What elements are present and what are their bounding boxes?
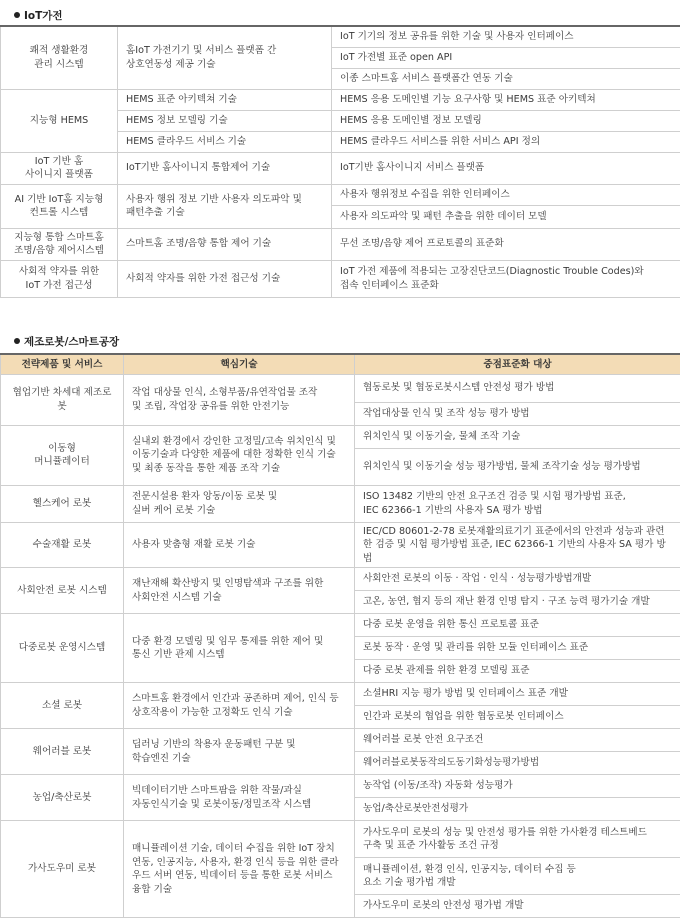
core-tech-cell: 작업 대상물 인식, 소형부품/유연작업물 조작 및 조립, 작업장 공유를 위한 안전기능: [124, 374, 355, 425]
core-tech-cell: 사용자 행위 정보 기반 사용자 의도파악 및 패턴추출 기술: [118, 184, 332, 228]
table-row: [1, 425, 680, 448]
standard-cell: 협동로봇 및 협동로봇시스템 안전성 평가 방법: [355, 374, 680, 402]
core-tech-cell: 전문시설용 환자 앙동/이동 로봇 및 실버 케어 로봇 기술: [124, 485, 355, 522]
category-cell: 농업/축산로봇: [1, 775, 124, 821]
core-tech-cell: 홈IoT 가전기기 및 서비스 플랫폼 간 상호연동성 제공 기술: [118, 26, 332, 89]
category-cell: 다중로봇 운영시스템: [1, 614, 124, 683]
category-cell: 헬스케어 로봇: [1, 485, 124, 522]
core-tech-cell: HEMS 표준 아키텍쳐 기술: [118, 89, 332, 110]
category-cell: 지능형 HEMS: [1, 89, 118, 152]
section-title-robot: 제조로봇/스마트공장: [14, 334, 119, 349]
header-core-tech: 핵심기술: [124, 354, 355, 374]
standard-cell: 소셜HRI 지능 평가 방법 및 인터페이스 표준 개발: [355, 683, 680, 706]
table-row: [1, 26, 680, 47]
standard-cell: ISO 13482 기반의 안전 요구조건 검증 및 시험 평가방법 표준, IEC 62366-1 기반의 사용자 SA 평가 방법: [355, 485, 680, 522]
standard-cell: 가사도우미 로봇의 안전성 평가법 개발: [355, 895, 680, 918]
standard-cell: IEC/CD 80601-2-78 로봇재활의료기기 표준에서의 안전과 성능과 관련 한 검증 및 시험 평가방법 표준, IEC 62366-1 기반의 사용자 SA 평가 방법: [355, 522, 680, 568]
table-row: [1, 683, 680, 706]
header-strategic-product: 전략제품 및 서비스: [1, 354, 124, 374]
standard-cell: 무선 조명/음향 제어 프로토콜의 표준화: [332, 228, 680, 260]
standard-cell: 다중 로봇 운영을 위한 통신 프로토콜 표준: [355, 614, 680, 637]
category-cell: 소셜 로봇: [1, 683, 124, 729]
table-row: [1, 522, 680, 568]
core-tech-cell: 실내외 환경에서 강인한 고정밀/고속 위치인식 및 이동기술과 다양한 제품에 대한 정확한 인식 기술 및 최종 동작을 통한 제품 조작 기술: [124, 425, 355, 485]
standard-cell: 인간과 로봇의 협업을 위한 협동로봇 인터페이스: [355, 706, 680, 729]
core-tech-cell: 사회적 약자를 위한 가전 접근성 기술: [118, 260, 332, 297]
standard-cell: HEMS 응용 도메인별 기능 요구사항 및 HEMS 표준 아키텍쳐: [332, 89, 680, 110]
table-row: [1, 152, 680, 184]
standard-cell: 위치인식 및 이동기술, 물체 조작 기술: [355, 425, 680, 448]
core-tech-cell: 딥러닝 기반의 착용자 운동패턴 구분 및 학습엔진 기술: [124, 729, 355, 775]
category-cell: 쾌적 생활환경 관리 시스템: [1, 26, 118, 89]
standard-cell: 고온, 농연, 협지 등의 재난 환경 인명 탐지 · 구조 능력 평가기술 개발: [355, 591, 680, 614]
core-tech-cell: HEMS 정보 모델링 기술: [118, 110, 332, 131]
standard-cell: 사용자 행위정보 수집을 위한 인터페이스: [332, 184, 680, 205]
core-tech-cell: 사용자 맞춤형 재활 로봇 기술: [124, 522, 355, 568]
category-cell: IoT 기반 홈 사이니지 플랫폼: [1, 152, 118, 184]
standard-cell: 농작업 (이동/조작) 자동화 성능평가: [355, 775, 680, 798]
category-cell: 이동형 머니퓰레이터: [1, 425, 124, 485]
standard-cell: 사용자 의도파악 및 패턴 추출을 위한 데이터 모델: [332, 205, 680, 228]
robot-factory-table: [0, 353, 680, 918]
core-tech-cell: IoT기반 홈사이니지 통합제어 기술: [118, 152, 332, 184]
table-row: [1, 821, 680, 858]
section-title-iot: IoT가전: [14, 8, 63, 23]
standard-cell: HEMS 응용 도메인별 정보 모델링: [332, 110, 680, 131]
standard-cell: IoT 기기의 정보 공유를 위한 기술 및 사용자 인터페이스: [332, 26, 680, 47]
table-row: [1, 260, 680, 297]
core-tech-cell: 재난재해 확산방지 및 인명탐색과 구조를 위한 사회안전 시스템 기술: [124, 568, 355, 614]
table-row: [1, 729, 680, 752]
table-row: [1, 184, 680, 205]
table-row: [1, 614, 680, 637]
category-cell: AI 기반 IoT홈 지능형 컨트롤 시스템: [1, 184, 118, 228]
bullet-icon: [14, 338, 20, 344]
standard-cell: IoT 가전별 표준 open API: [332, 47, 680, 68]
standard-cell: 웨어러블 로봇 안전 요구조건: [355, 729, 680, 752]
category-cell: 사회적 약자를 위한 IoT 가전 접근성: [1, 260, 118, 297]
core-tech-cell: 스마트홈 조명/음향 통합 제어 기술: [118, 228, 332, 260]
table-row: [1, 228, 680, 260]
category-cell: 지능형 통합 스마트홈 조명/음향 제어시스템: [1, 228, 118, 260]
standard-cell: 웨어러블로봇동작의도동기화성능평가방법: [355, 752, 680, 775]
iot-appliance-table: [0, 25, 680, 298]
standard-cell: 가사도우미 로봇의 성능 및 안전성 평가를 위한 가사환경 테스트베드 구축 및 표준 가사활동 조건 규정: [355, 821, 680, 858]
standard-cell: 이종 스마트홈 서비스 플랫폼간 연동 기술: [332, 68, 680, 89]
standard-cell: IoT기반 홈사이니지 서비스 플랫폼: [332, 152, 680, 184]
table-row: [1, 568, 680, 591]
table-row: [1, 775, 680, 798]
category-cell: 협업기반 차세대 제조로봇: [1, 374, 124, 425]
header-standardization-target: 중점표준화 대상: [355, 354, 680, 374]
standard-cell: 로봇 동작 · 운영 및 관리를 위한 모듈 인터페이스 표준: [355, 637, 680, 660]
core-tech-cell: 다중 환경 모델링 및 임무 통제를 위한 제어 및 통신 기반 관제 시스템: [124, 614, 355, 683]
standard-cell: 사회안전 로봇의 이동 · 작업 · 인식 · 성능평가방법개발: [355, 568, 680, 591]
standard-cell: HEMS 클라우드 서비스를 위한 서비스 API 정의: [332, 131, 680, 152]
table-row: [1, 485, 680, 522]
table-row: [1, 374, 680, 402]
core-tech-cell: 빅데이터기반 스마트팜을 위한 작물/과실 자동인식기술 및 로봇이동/정밀조작 시스템: [124, 775, 355, 821]
standard-cell: 작업대상물 인식 및 조작 성능 평가 방법: [355, 402, 680, 425]
table-row: [1, 89, 680, 110]
category-cell: 수술재활 로봇: [1, 522, 124, 568]
standard-cell: IoT 가전 제품에 적용되는 고장진단코드(Diagnostic Trouble Codes)와 접속 인터페이스 표준화: [332, 260, 680, 297]
category-cell: 사회안전 로봇 시스템: [1, 568, 124, 614]
standard-cell: 다중 로봇 관제를 위한 환경 모델링 표준: [355, 660, 680, 683]
core-tech-cell: HEMS 클라우드 서비스 기술: [118, 131, 332, 152]
standard-cell: 위치인식 및 이동기술 성능 평가방법, 물체 조작기술 성능 평가방법: [355, 448, 680, 485]
core-tech-cell: 스마트홈 환경에서 인간과 공존하며 제어, 인식 등 상호작용이 가능한 고정확도 인식 기술: [124, 683, 355, 729]
standard-cell: 농업/축산로봇안전성평가: [355, 798, 680, 821]
category-cell: 가사도우미 로봇: [1, 821, 124, 918]
standard-cell: 매니퓰레이션, 환경 인식, 인공지능, 데이터 수집 등 요소 기술 평가법 개발: [355, 858, 680, 895]
core-tech-cell: 매니퓰레이션 기술, 데이터 수집을 위한 IoT 장치 연동, 인공지능, 사용자, 환경 인식 등을 위한 클라 우드 서버 연동, 빅데이터 등을 통한 로봇 서비스 융합 기술: [124, 821, 355, 918]
category-cell: 웨어러블 로봇: [1, 729, 124, 775]
bullet-icon: [14, 12, 20, 18]
